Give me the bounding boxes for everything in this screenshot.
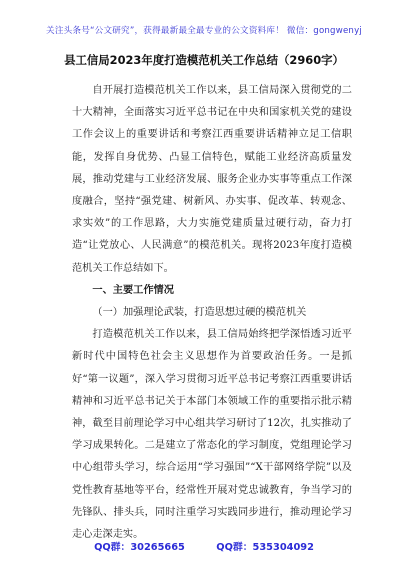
section-heading: 一、主要工作情况 xyxy=(92,284,174,296)
intro-paragraph: 自开展打造模范机关工作以来，县工信局深入贯彻党的二十大精神，全面落实习近平总书记在中央和国家机关党的建设工作会议上的重要讲话和考察江西重要讲话精神立足工信职能，发挥自身优势、凸显工信特色，赋能工业经济高质量发展，推动党建与工业经济发展、服务企业办实事等重点工作深度融合，坚持“强党建、树新风、办实事、促改革、转观念、求实效”的工作思路，大力实施党建质量过硬行动，奋力打造“让党放心、人民满意”的模范机关。现将2023年度打造模范机关工作总结如下。 xyxy=(72,85,352,274)
document-title: 县工信局2023年度打造模范机关工作总结（2960字） xyxy=(64,53,344,67)
body-paragraph: 打造模范机关工作以来，县工信局始终把学深悟透习近平新时代中国特色社会主义思想作为首要政治任务。一是抓好“第一议题”，深入学习贯彻习近平总书记考察江西重要讲话精神和习近平总书记关于本部门本领域工作的重要指示批示精神，截至目前理论学习中心组共学习研讨了12次，扎实推动了学习成果转化。二是建立了常态化的学习制度，党组理论学习中心组带头学习，综合运用“学习强国”“X干部网络学院”以及党性教育基地等平台，经常性开展对党忠诚教育，争当学习的先锋队、排头兵，同时注重学习实践同步进行，推动理论学习走心走深走实。 xyxy=(72,329,352,541)
qq-group-1: QQ群：30265665 xyxy=(94,542,185,553)
footer-contact xyxy=(0,539,408,553)
qq-group-2: QQ群：535304092 xyxy=(216,542,314,553)
subsection-heading: （一）加强理论武装，打造思想过硬的模范机关 xyxy=(92,307,307,319)
document-body xyxy=(72,80,352,546)
watermark-banner: 关注头条号“公文研究”，获得最新最全最专业的公文资料库！ 微信：gongwenyj xyxy=(46,26,362,36)
